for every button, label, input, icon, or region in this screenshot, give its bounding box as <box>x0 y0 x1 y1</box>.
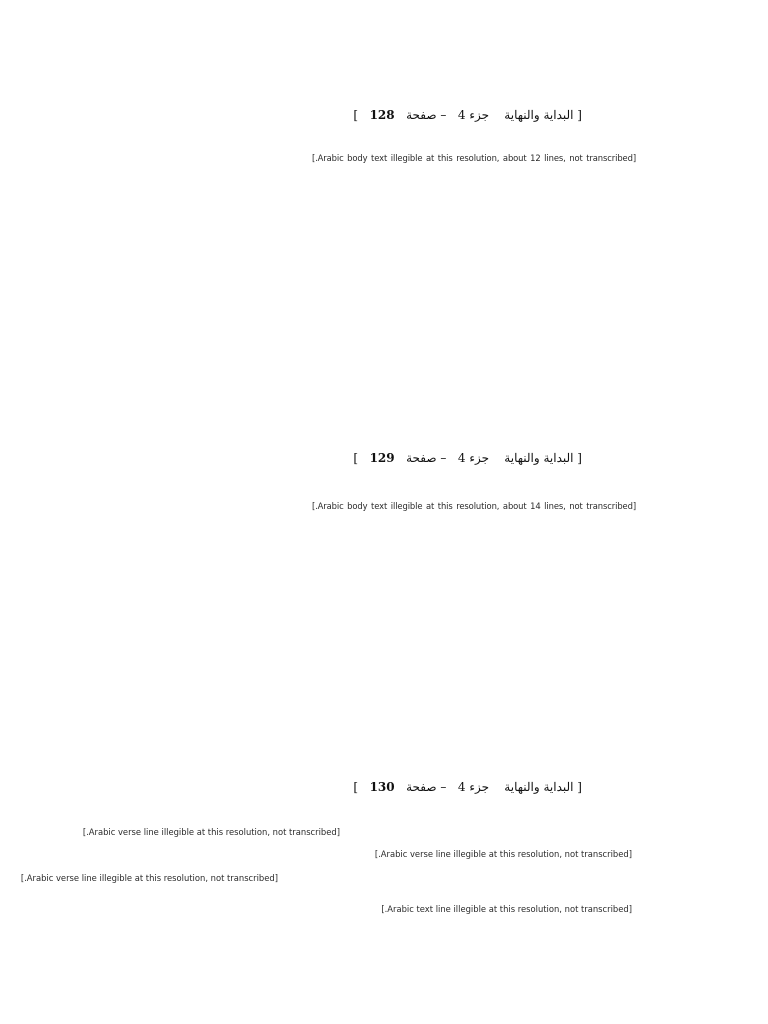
header-book-title: [ البداية والنهاية <box>504 108 582 122</box>
header-page-number: 129 <box>369 451 395 465</box>
verse-line: [Arabic verse line illegible at this resolution, not transcribed.] <box>374 849 632 859</box>
header-book-title: [ البداية والنهاية <box>504 780 582 794</box>
section-header-129 <box>353 451 582 465</box>
section-header-130 <box>353 780 582 794</box>
header-volume: جزء 4 <box>457 108 489 122</box>
header-volume: جزء 4 <box>457 451 489 465</box>
header-page-number: 130 <box>369 780 395 794</box>
section-body-128: [Arabic body text illegible at this resolution, about 12 lines, not transcribed.] <box>311 153 636 163</box>
header-close-bracket: ] <box>353 108 359 122</box>
text-line: [Arabic text line illegible at this resolution, not transcribed.] <box>381 904 632 914</box>
header-page-number: 128 <box>369 108 395 122</box>
header-volume: جزء 4 <box>457 780 489 794</box>
header-book-title: [ البداية والنهاية <box>504 451 582 465</box>
header-page-label: – صفحة <box>406 108 447 122</box>
verse-line: [Arabic verse line illegible at this resolution, not transcribed.] <box>20 873 278 883</box>
header-close-bracket: ] <box>353 780 359 794</box>
header-close-bracket: ] <box>353 451 359 465</box>
header-page-label: – صفحة <box>406 451 447 465</box>
verse-line: [Arabic verse line illegible at this resolution, not transcribed.] <box>82 827 340 837</box>
section-body-129: [Arabic body text illegible at this resolution, about 14 lines, not transcribed.] <box>311 501 636 511</box>
header-page-label: – صفحة <box>406 780 447 794</box>
section-header-128 <box>353 108 582 122</box>
